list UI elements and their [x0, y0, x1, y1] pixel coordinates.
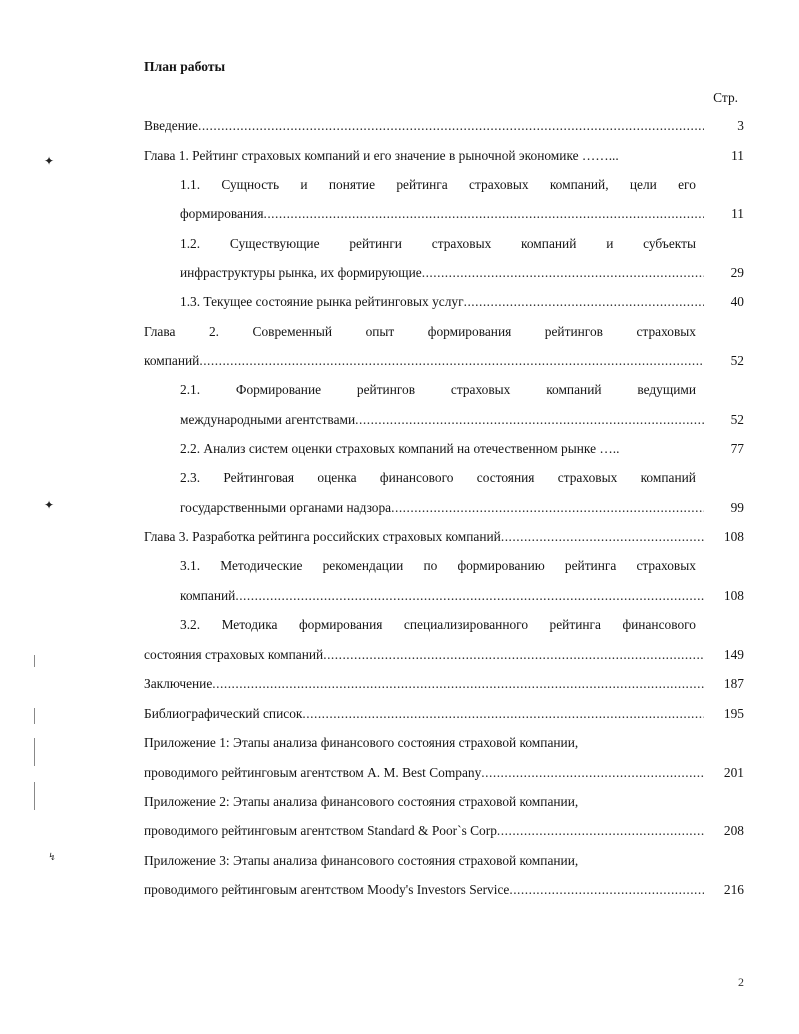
margin-line — [34, 655, 35, 667]
toc-entry-1-3: 1.3. Текущее состояние рынка рейтинговых услуг ..... 40 — [180, 292, 744, 312]
toc-entry-2-1-line1: 2.1. Формирование рейтингов страховых компаний ведущими — [180, 382, 696, 397]
toc-entry-intro: Введение ..... 3 — [144, 116, 744, 136]
toc-entry-2-1-line2: международными агентствами ..... 52 — [180, 410, 744, 430]
page-number: 2 — [738, 975, 744, 989]
toc-entry-3-1-line1: 3.1. Методические рекомендации по формированию рейтинга страховых — [180, 558, 696, 573]
toc-entry-3-2-line1: 3.2. Методика формирования специализированного рейтинга финансового — [180, 617, 696, 632]
margin-mark: ✦ — [44, 154, 55, 168]
toc-entry-chapter-1: Глава 1. Рейтинг страховых компаний и его значение в рыночной экономике ……... 11 — [144, 148, 744, 163]
margin-line — [34, 782, 35, 810]
margin-line — [34, 738, 35, 766]
toc-entry-appendix-2-line2: проводимого рейтинговым агентством Standard & Poor`s Corp ..... 208 — [144, 821, 744, 841]
toc-entry-2-3-line1: 2.3. Рейтинговая оценка финансового состояния страховых компаний — [180, 470, 696, 485]
toc-entry-3-1-line2: компаний ..... 108 — [180, 586, 744, 606]
toc-entry-1-2-line1: 1.2. Существующие рейтинги страховых компаний и субъекты — [180, 236, 696, 251]
margin-mark: ↯ — [48, 852, 57, 863]
toc-entry-2-2: 2.2. Анализ систем оценки страховых компаний на отечественном рынке ….. 77 — [180, 441, 744, 456]
toc-entry-bibliography: Библиографический список ..... 195 — [144, 704, 744, 724]
margin-mark: ✦ — [44, 498, 55, 512]
toc-entry-1-1-line1: 1.1. Сущность и понятие рейтинга страховых компаний, цели его — [180, 177, 696, 192]
toc-entry-appendix-1-line2: проводимого рейтинговым агентством A. M. Best Company ..... 201 — [144, 763, 744, 783]
toc-entry-conclusion: Заключение ..... 187 — [144, 674, 744, 694]
toc-entry-3-2-line2: состояния страховых компаний ..... 149 — [144, 645, 744, 665]
toc-entry-chapter-2-line1: Глава 2. Современный опыт формирования рейтингов страховых — [144, 324, 696, 339]
toc-entry-appendix-3-line1: Приложение 3: Этапы анализа финансового состояния страховой компании, — [144, 853, 579, 868]
toc-entry-1-2-line2: инфраструктуры рынка, их формирующие ..... 29 — [180, 263, 744, 283]
toc-entry-1-1-line2: формирования ..... 11 — [180, 204, 744, 224]
toc-entry-appendix-1-line1: Приложение 1: Этапы анализа финансового состояния страховой компании, — [144, 735, 579, 750]
toc-entry-appendix-2-line1: Приложение 2: Этапы анализа финансового состояния страховой компании, — [144, 794, 579, 809]
margin-line — [34, 708, 35, 724]
toc-entry-chapter-2-line2: компаний ..... 52 — [144, 351, 744, 371]
toc-entry-appendix-3-line2: проводимого рейтинговым агентством Moody's Investors Service ..... 216 — [144, 880, 744, 900]
toc-entry-2-3-line2: государственными органами надзора ..... 99 — [180, 498, 744, 518]
page-title: План работы — [144, 59, 226, 74]
toc-entry-chapter-3: Глава 3. Разработка рейтинга российских страховых компаний ..... 108 — [144, 527, 744, 547]
page-column-header: Стр. — [713, 90, 738, 105]
